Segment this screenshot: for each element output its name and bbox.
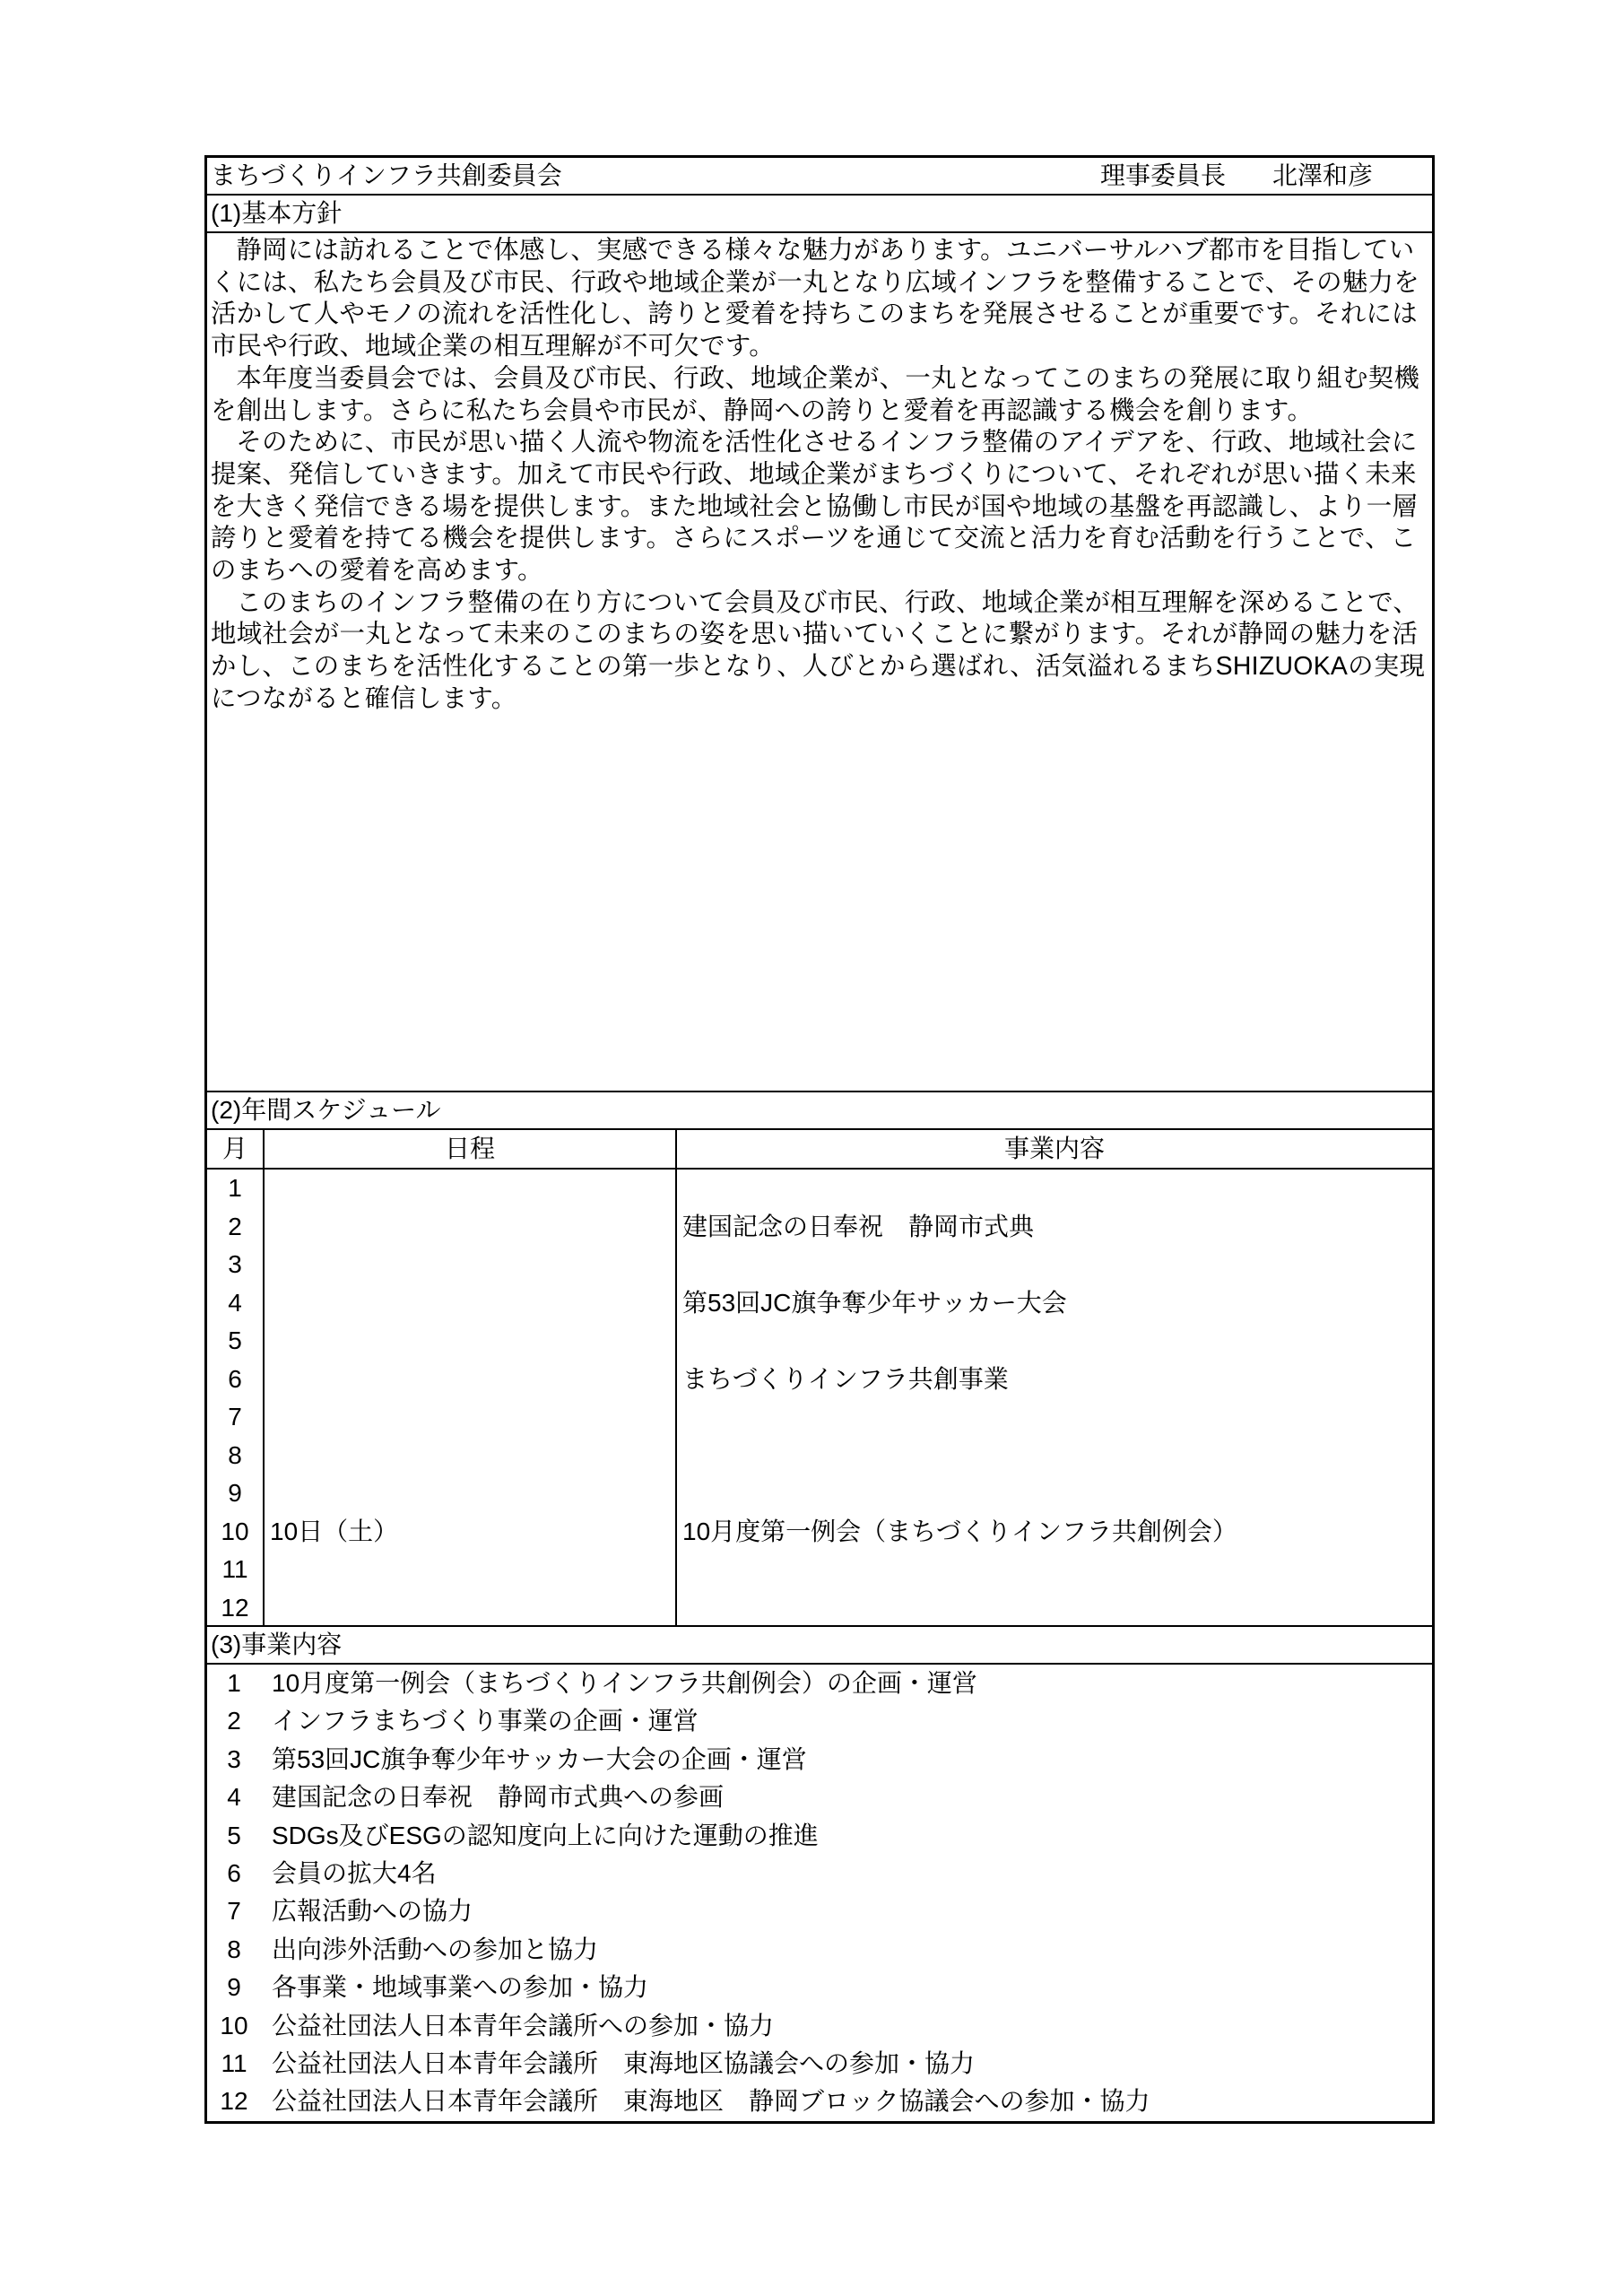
project-item	[207, 2007, 1432, 2045]
title-row	[207, 158, 1432, 196]
schedule-date-cell	[265, 1284, 675, 1323]
schedule-date-cell	[265, 1551, 675, 1589]
project-item-text: インフラまちづくり事業の企画・運営	[272, 1707, 699, 1735]
project-item-text: 広報活動への協力	[272, 1897, 473, 1926]
project-item-text: 会員の拡大4名	[272, 1858, 437, 1887]
project-item-text: 公益社団法人日本青年会議所への参加・協力	[272, 2011, 775, 2039]
schedule-date-cell	[265, 1474, 675, 1513]
month-column	[207, 1170, 265, 1625]
project-item	[207, 2083, 1432, 2120]
schedule-date-cell	[265, 1437, 675, 1475]
schedule-event-cell	[677, 1437, 1432, 1475]
chair-name: 北澤和彦	[1271, 161, 1373, 189]
project-item-text: 出向渉外活動への参加と協力	[272, 1935, 599, 1963]
projects-list	[207, 1665, 1432, 2121]
project-item-number: 10	[220, 2011, 248, 2039]
policy-body	[207, 233, 1432, 1092]
schedule-date-cell: 10日（土）	[270, 1517, 399, 1545]
schedule-event-cell: 第53回JC旗争奪少年サッカー大会	[682, 1288, 1067, 1317]
date-column	[265, 1170, 677, 1625]
project-item-number: 4	[227, 1783, 241, 1812]
project-item-number: 6	[227, 1858, 241, 1887]
chair-info	[1100, 158, 1432, 194]
schedule-event-cell: 建国記念の日奉祝 静岡市式典	[682, 1212, 1035, 1240]
schedule-month-cell: 10	[221, 1517, 249, 1545]
schedule-month-cell: 2	[228, 1212, 242, 1240]
project-item-text: 公益社団法人日本青年会議所 東海地区協議会への参加・協力	[272, 2048, 976, 2077]
column-header-date: 日程	[265, 1130, 677, 1168]
schedule-event-cell: 10月度第一例会（まちづくりインフラ共創例会）	[682, 1517, 1237, 1545]
project-item-text: 10月度第一例会（まちづくりインフラ共創例会）の企画・運営	[272, 1669, 977, 1697]
project-item	[207, 1855, 1432, 1892]
project-item-number: 9	[227, 1973, 241, 2002]
project-item	[207, 2045, 1432, 2083]
schedule-month-cell: 11	[221, 1555, 248, 1583]
projects-heading: (3)事業内容	[207, 1627, 1432, 1665]
chair-role: 理事委員長	[1099, 161, 1226, 189]
project-item-text: SDGs及びESGの認知度向上に向けた運動の推進	[272, 1821, 819, 1849]
schedule-event-cell	[677, 1322, 1432, 1361]
schedule-month-cell: 4	[228, 1288, 242, 1317]
schedule-month-cell: 1	[228, 1174, 242, 1202]
project-item-number: 3	[227, 1744, 241, 1773]
schedule-date-cell	[265, 1398, 675, 1437]
project-item	[207, 1969, 1432, 2006]
project-item	[207, 1665, 1432, 1702]
project-item	[207, 1702, 1432, 1740]
schedule-date-cell	[265, 1246, 675, 1284]
project-item-number: 12	[220, 2087, 248, 2116]
project-item-text: 各事業・地域事業への参加・協力	[272, 1973, 649, 2002]
schedule-date-cell	[265, 1322, 675, 1361]
schedule-event-cell: まちづくりインフラ共創事業	[682, 1364, 1009, 1393]
project-item	[207, 1817, 1432, 1855]
project-item-text: 第53回JC旗争奪少年サッカー大会の企画・運営	[272, 1744, 807, 1773]
project-item-number: 11	[221, 2048, 247, 2077]
schedule-month-cell: 12	[221, 1593, 249, 1622]
project-item-number: 7	[227, 1897, 241, 1926]
schedule-event-cell	[677, 1170, 1432, 1208]
project-item-number: 5	[227, 1821, 241, 1849]
schedule-date-cell	[265, 1589, 675, 1628]
column-header-event: 事業内容	[1003, 1135, 1105, 1162]
project-item-text: 建国記念の日奉祝 静岡市式典への参画	[272, 1783, 725, 1812]
project-item-text: 公益社団法人日本青年会議所 東海地区 静岡ブロック協議会への参加・協力	[272, 2087, 1150, 2116]
policy-paragraph: そのために、市民が思い描く人流や物流を活性化させるインフラ整備のアイデアを、行政、地域社会に提案、発信していきます。加えて市民や行政、地域企業がまちづくりについて、それぞれが思い描く未来を大きく発信できる場を提供します。また地域社会と協働し市民が国や地域の基盤を再認識し、より一層誇りと愛着を持てる機会を提供します。さらにスポーツを通じて交流と活力を育む活動を行うことで、このまちへの愛着を高めます。	[211, 428, 1419, 586]
schedule-table-body	[207, 1170, 1432, 1627]
schedule-month-cell: 7	[228, 1403, 242, 1431]
schedule-date-cell	[265, 1361, 675, 1399]
project-item-number: 8	[227, 1935, 241, 1963]
schedule-month-cell: 9	[228, 1479, 242, 1507]
plan-sheet	[204, 155, 1435, 2124]
policy-heading: (1)基本方針	[207, 196, 1432, 233]
project-item	[207, 1741, 1432, 1779]
project-item	[207, 1892, 1432, 1930]
schedule-event-cell	[677, 1589, 1432, 1628]
schedule-event-cell	[677, 1474, 1432, 1513]
project-item-number: 1	[227, 1669, 241, 1697]
policy-paragraph: 静岡には訪れることで体感し、実感できる様々な魅力があります。ユニバーサルハブ都市を目指していくには、私たち会員及び市民、行政や地域企業が一丸となり広域インフラを整備することで、その魅力を活かして人やモノの流れを活性化し、誇りと愛着を持ちこのまちを発展させることが重要です。それには市民や行政、地域企業の相互理解が不可欠です。	[211, 236, 1419, 361]
schedule-month-cell: 8	[228, 1440, 242, 1469]
schedule-month-cell: 3	[228, 1250, 242, 1278]
schedule-date-cell	[265, 1170, 675, 1208]
schedule-header-row	[207, 1130, 1432, 1170]
schedule-month-cell: 5	[228, 1326, 242, 1354]
schedule-event-cell	[677, 1246, 1432, 1284]
schedule-heading: (2)年間スケジュール	[207, 1092, 1432, 1130]
policy-paragraph: このまちのインフラ整備の在り方について会員及び市民、行政、地域企業が相互理解を深めることで、地域社会が一丸となって未来のこのまちの姿を思い描いていくことに繋がります。それが静岡の魅力を活かし、このまちを活性化することの第一歩となり、人びとから選ばれ、活気溢れるまちSHIZUOKAの実現につながると確信します。	[211, 587, 1426, 713]
committee-name: まちづくりインフラ共創委員会	[211, 161, 562, 189]
schedule-event-cell	[677, 1551, 1432, 1589]
policy-paragraph: 本年度当委員会では、会員及び市民、行政、地域企業が、一丸となってこのまちの発展に取り組む契機を創出します。さらに私たち会員や市民が、静岡への誇りと愛着を再認識する機会を創ります。	[211, 363, 1420, 425]
project-item	[207, 1931, 1432, 1969]
event-column	[677, 1170, 1432, 1625]
column-header-month: 月	[207, 1130, 265, 1168]
schedule-event-cell	[677, 1398, 1432, 1437]
project-item-number: 2	[227, 1707, 241, 1735]
schedule-month-cell: 6	[228, 1364, 242, 1393]
schedule-date-cell	[265, 1208, 675, 1247]
project-item	[207, 1779, 1432, 1816]
